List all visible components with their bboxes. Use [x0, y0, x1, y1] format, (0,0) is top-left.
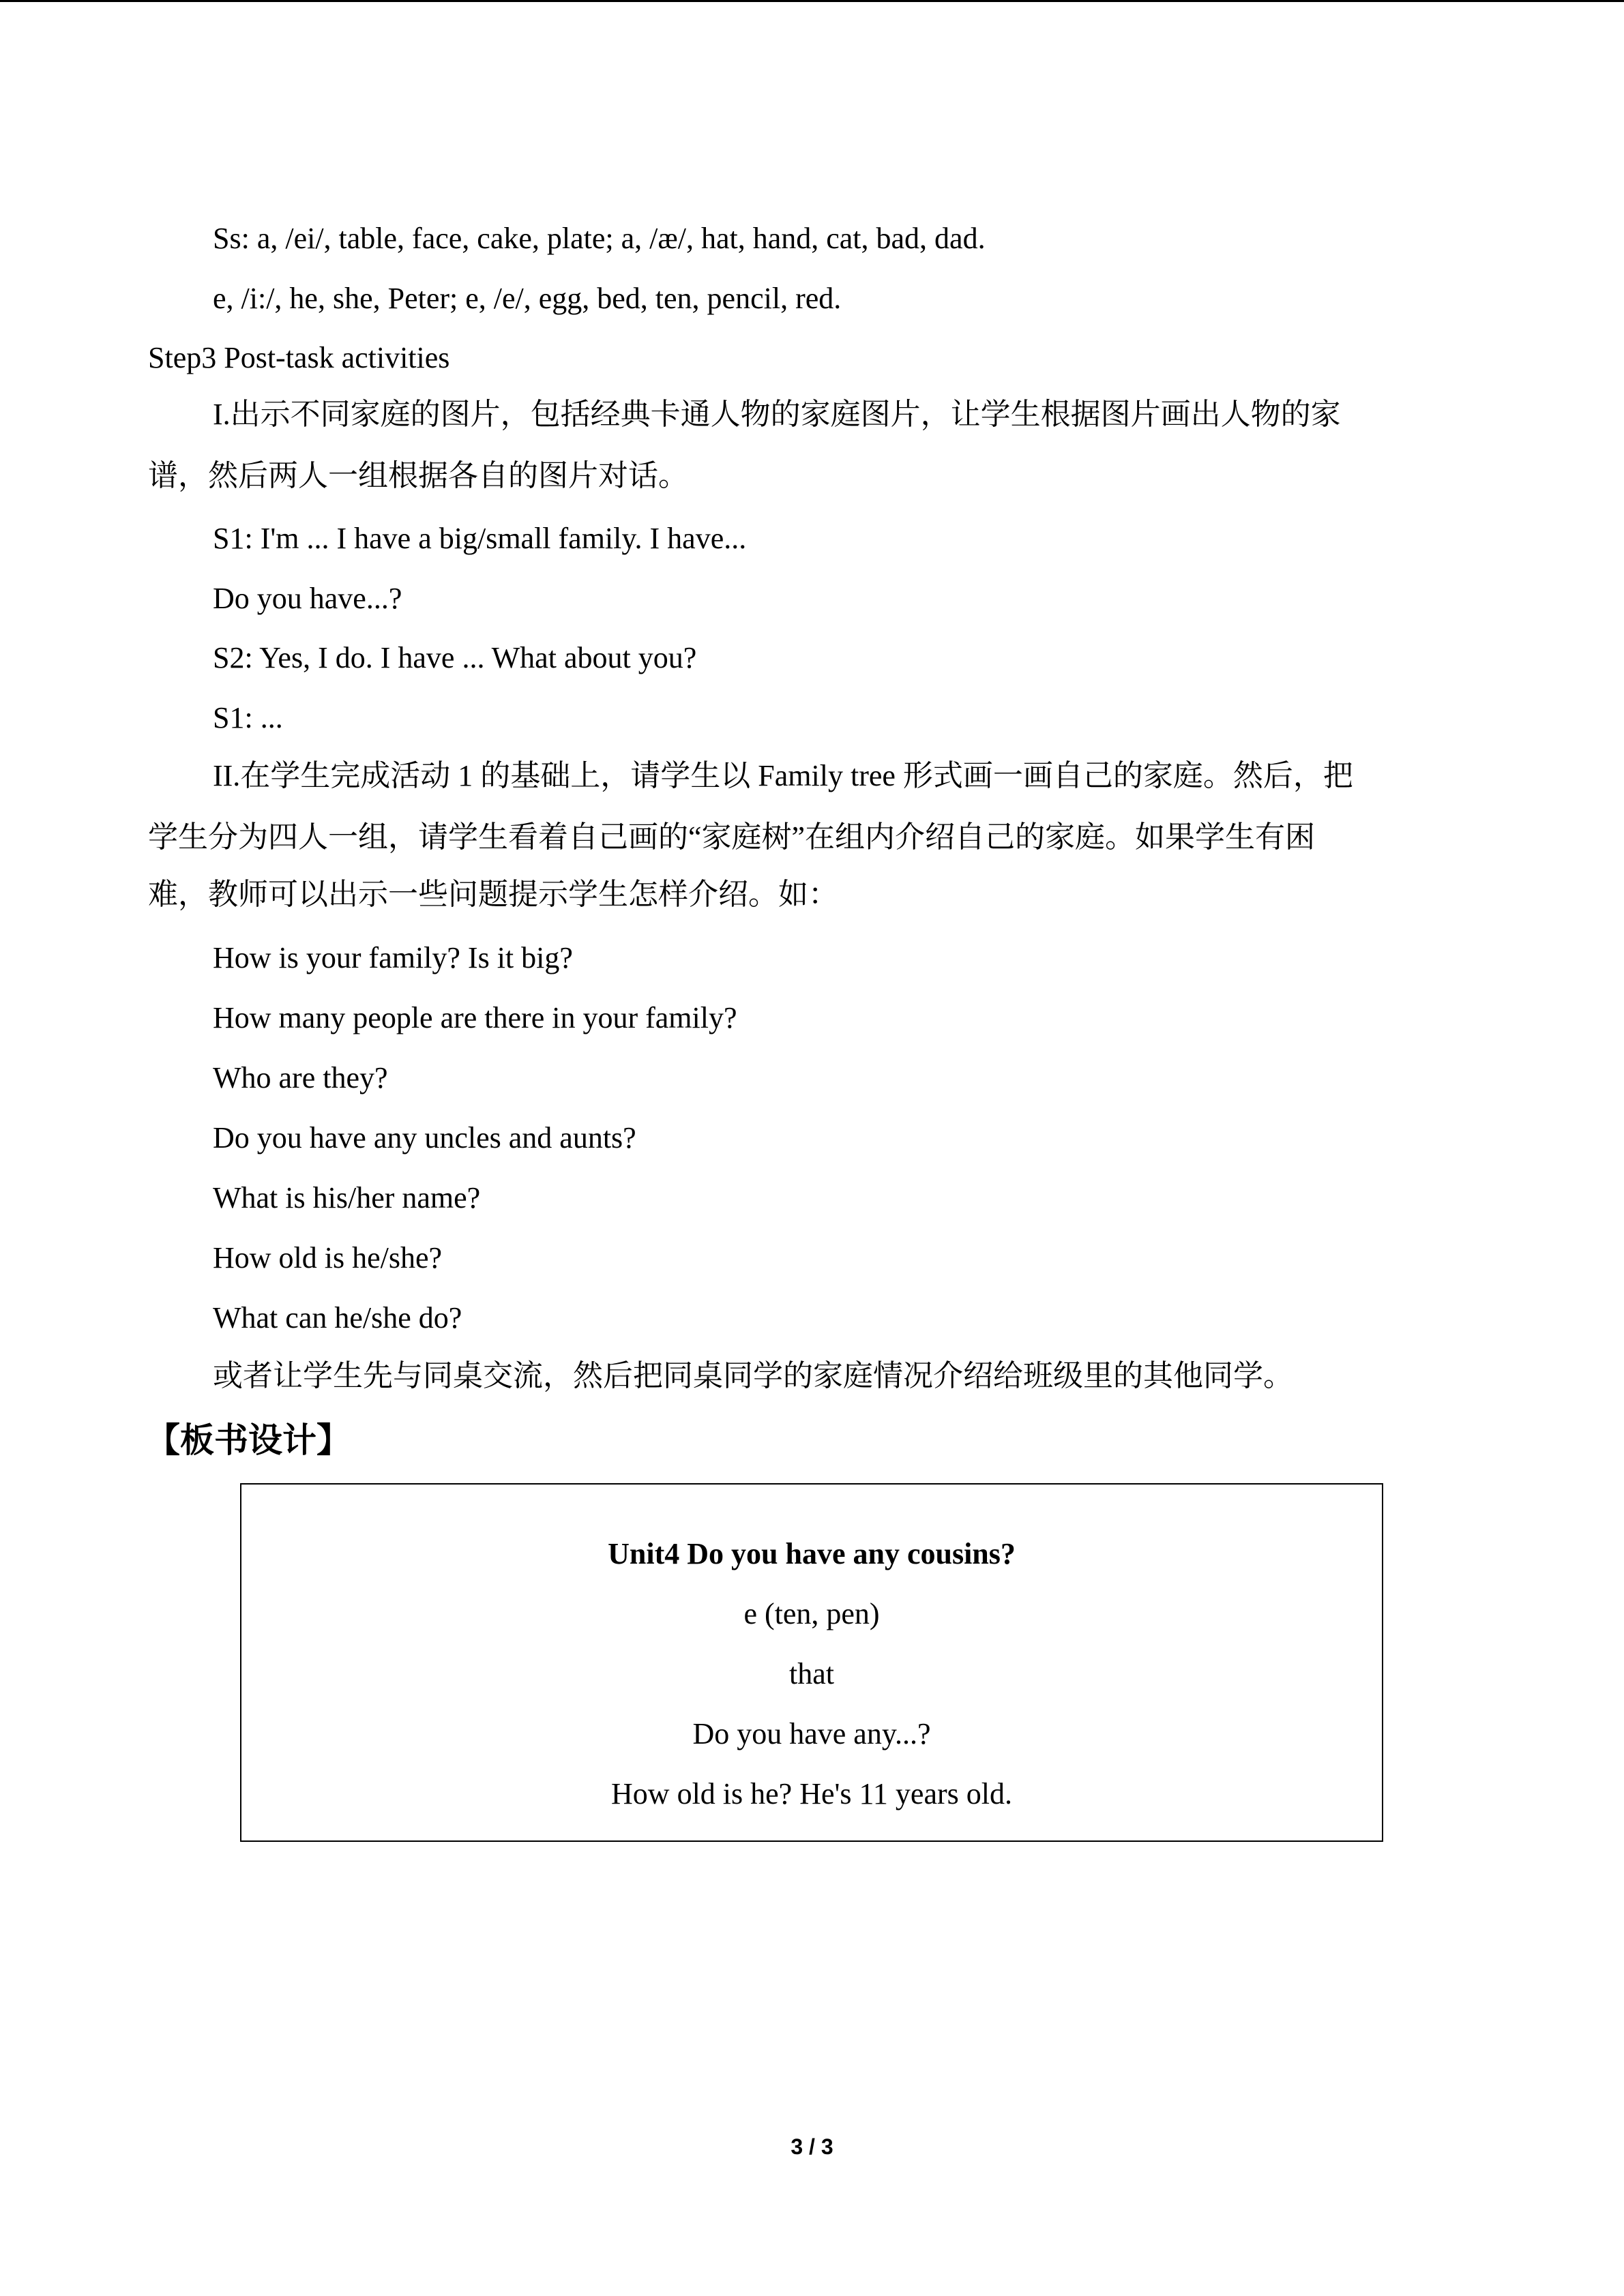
question-line-1: How is your family? Is it big?: [213, 941, 573, 974]
page-number: 3 / 3: [791, 2134, 833, 2159]
alternative-activity-line: 或者让学生先与同桌交流，然后把同桌同学的家庭情况介绍给班级里的其他同学。: [213, 1359, 1293, 1392]
question-line-5: What is his/her name?: [213, 1181, 481, 1214]
question-line-7: What can he/she do?: [213, 1301, 462, 1335]
question-line-4: Do you have any uncles and aunts?: [213, 1121, 636, 1154]
dialogue-s2-line: S2: Yes, I do. I have ... What about you?: [213, 641, 697, 674]
board-line-age: How old is he? He's 11 years old.: [611, 1777, 1012, 1810]
text-line-e-vowels: e, /i:/, he, she, Peter; e, /e/, egg, bed, ten, pencil, red.: [213, 282, 842, 315]
question-line-3: Who are they?: [213, 1061, 388, 1094]
activity-2-line-2: 学生分为四人一组，请学生看着自己画的“家庭树”在组内介绍自己的家庭。如果学生有困: [148, 820, 1316, 854]
board-design-box: [240, 1483, 1383, 1842]
board-line-word: that: [789, 1657, 834, 1690]
step3-heading: Step3 Post-task activities: [148, 341, 450, 374]
board-title: Unit4 Do you have any cousins?: [608, 1537, 1016, 1570]
activity-1-line-2: 谱，然后两人一组根据各自的图片对话。: [148, 459, 688, 492]
board-design-heading: 【板书设计】: [146, 1420, 351, 1460]
page-top-border: [0, 0, 1624, 2]
activity-2-line-3: 难，教师可以出示一些问题提示学生怎样介绍。如：: [148, 878, 838, 911]
board-line-question: Do you have any...?: [692, 1717, 931, 1750]
text-line-ss-vowels: Ss: a, /ei/, table, face, cake, plate; a, /æ/, hat, hand, cat, bad, dad.: [213, 222, 986, 255]
board-line-phonics: e (ten, pen): [743, 1597, 880, 1630]
question-line-2: How many people are there in your family?: [213, 1001, 737, 1034]
dialogue-s1-end-line: S1: ...: [213, 701, 283, 734]
dialogue-s1-line: S1: I'm ... I have a big/small family. I have...: [213, 522, 747, 555]
question-line-6: How old is he/she?: [213, 1241, 443, 1274]
activity-2-line-1: II.在学生完成活动 1 的基础上，请学生以 Family tree 形式画一画自己的家庭。然后，把: [213, 759, 1353, 792]
dialogue-question-line: Do you have...?: [213, 582, 402, 615]
activity-1-line-1: I.出示不同家庭的图片，包括经典卡通人物的家庭图片，让学生根据图片画出人物的家: [213, 398, 1341, 431]
